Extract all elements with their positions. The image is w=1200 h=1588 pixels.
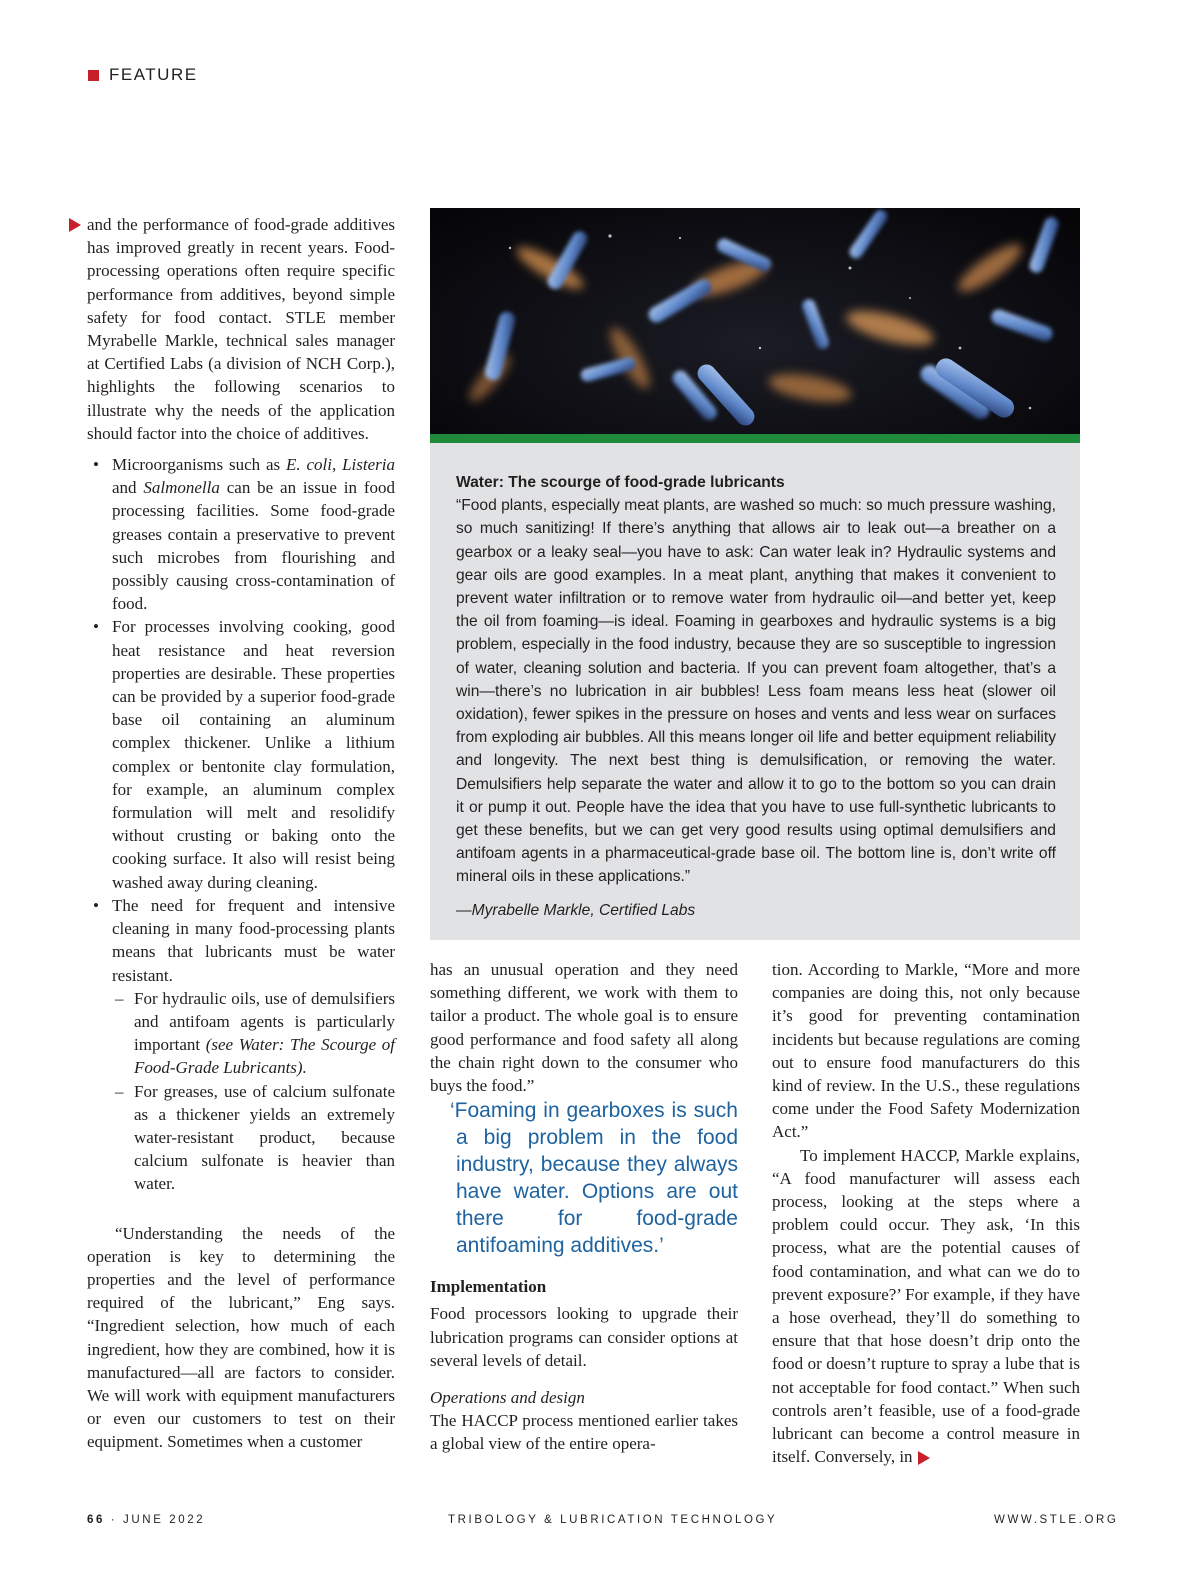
body-paragraph: tion. According to Markle, “More and more companies are doing this, not only because it’s good for preventing contamination incidents but because regulations are coming out to ensure food manufacturers do this kind of review. In the U.S., these regulations come under the Food Safety Modernization Act.” xyxy=(772,960,1080,1142)
pull-quote: ‘Foaming in gearboxes is such a big problem in the food industry, because they always have water. Options are out there for food-grade antifoaming additives.’ xyxy=(450,1099,738,1258)
sub-list-item xyxy=(112,987,395,1080)
footer-separator: · xyxy=(110,1514,118,1526)
sidebar-body: “Food plants, especially meat plants, are washed so much: so much pressure washing, so much sanitizing! If there’s anything that allows air to leak out—a breather on a gearbox or a leaky seal—you have to ask: Can water leak in? Hydraulic systems and gear oils are good examples. In a meat plant, anything that makes it convenient to prevent water infiltration or to remove water from hydraulic oil—and better yet, keep the oil from foaming—is ideal. Foaming in gearboxes and hydraulic systems is a big problem, especially in the food industry, because they are so susceptible to ingression of water, cleaning solution and bacteria. If you can prevent foam altogether, that’s a win—there’s no lubrication in air bubbles! Less foam means less heat (slower oil oxidation), fewer spikes in the pressure on hoses and vents and less wear on surfaces from exploding air bubbles. All this means longer oil life and better equipment reliability and longevity. The next best thing is demulsification, or removing the water. Demulsifiers help separate the water and allow it to go to the bottom so you can drain it or pump it out. People have the idea that you have to use full-synthetic lubricants to get these benefits, but we can get very good results using optimal demulsifiers and antifoam agents in a pharmaceutical-grade base oil. The bottom line is, don’t write off mineral oils in these applications.” xyxy=(456,497,1056,886)
bullet-text: Microorganisms such as xyxy=(112,455,287,475)
publication-name: TRIBOLOGY & LUBRICATION TECHNOLOGY xyxy=(448,1514,778,1526)
bullet-text: can be an issue in food processing facilities. Some food-grade greases contain a preservative to prevent such microbes from flourishing and possibly causing cross-contamination of food. xyxy=(112,478,395,614)
sub-item-text: For hydraulic oils, use of demulsifiers and antifoam agents is particularly important xyxy=(134,988,395,1055)
bacteria-illustration xyxy=(430,208,1080,434)
body-paragraph: has an unusual operation and they need something different, we work with them to tailor a product. The whole goal is to ensure good performance and food safety all along the chain right down to the consumer who buys the food.” xyxy=(430,960,738,1096)
bullet-italic: Salmonella xyxy=(143,478,220,498)
section-heading: Implementation xyxy=(430,1277,547,1297)
section-label-text: FEATURE xyxy=(109,65,198,84)
footer-page-info xyxy=(87,1514,205,1526)
article-column-1 xyxy=(87,213,395,1454)
continues-arrow-icon xyxy=(918,1451,930,1465)
subsection-heading: Operations and design xyxy=(430,1388,585,1408)
bacteria-image xyxy=(430,208,1080,434)
continued-arrow-icon xyxy=(69,218,81,232)
sub-list xyxy=(112,987,395,1196)
article-column-3 xyxy=(772,958,1080,1468)
body-paragraph: The HACCP process mentioned earlier takes a global view of the entire opera- xyxy=(430,1411,738,1454)
sidebar-content xyxy=(456,471,1056,922)
sidebar-reference: (see Water: The Scourge of Food-Grade Lubricants). xyxy=(134,1035,395,1078)
bullet-list xyxy=(87,453,395,1196)
list-item xyxy=(87,453,395,615)
sub-list-item: – For greases, use of calcium sulfonate as a thickener yields an extremely water-resistant product, because calcium sulfonate is heavier than water. xyxy=(112,1080,395,1196)
bullet-text: The need for frequent and intensive cleaning in many food-processing plants means that lubricants must be water resistant. xyxy=(112,895,395,985)
sidebar-credit: —Myrabelle Markle, Certified Labs xyxy=(456,901,696,919)
intro-paragraph: and the performance of food-grade additives has improved greatly in recent years. Food-processing operations often require specific performance from additives, beyond simple safety for food contact. STLE member Myrabelle Markle, technical sales manager at Certified Labs (a division of NCH Corp.), highlights the following scenarios to illustrate why the needs of the application should factor into the choice of additives. xyxy=(87,215,395,443)
website-url: WWW.STLE.ORG xyxy=(994,1514,1119,1526)
bullet-italic: E. coli, Listeria xyxy=(286,455,395,475)
page-number: 66 xyxy=(87,1514,105,1526)
sidebar-title: Water: The scourge of food-grade lubricants xyxy=(456,474,785,491)
body-paragraph xyxy=(772,1144,1080,1469)
article-column-2 xyxy=(430,958,738,1456)
issue-date: JUNE 2022 xyxy=(123,1514,206,1526)
section-square-icon xyxy=(88,70,99,81)
bullet-text: and xyxy=(112,478,144,498)
body-paragraph: “Understanding the needs of the operation is key to determining the properties and the level of performance required of the lubricant,” Eng says. “Ingredient selection, how much of each ingredient, how they are combined, how it is manufactured—all are factors to consider. We will work with equipment manufacturers or even our customers to test on their equipment. Sometimes when a customer xyxy=(87,1223,395,1452)
section-label xyxy=(88,65,198,85)
body-paragraph: Food processors looking to upgrade their lubrication programs can consider options at several levels of detail. xyxy=(430,1304,738,1370)
list-item: • For processes involving cooking, good heat resistance and heat reversion properties are desirable. These properties can be provided by a superior food-grade base oil containing an aluminum complex thickener. Unlike a lithium complex or bentonite clay formulation, for example, an aluminum complex formulation will melt and resolidify without crusting or baking onto the cooking surface. It also will resist being washed away during cleaning. xyxy=(87,615,395,893)
list-item xyxy=(87,894,395,1196)
body-text: To implement HACCP, Markle explains, “A food manufacturer will assess each process, looking at the steps where a problem could occur. They ask, ‘In this process, what are the potential causes of food contamination, and what can we do to prevent exposure?’ For example, if they have a hose overhead, they’ll do something to ensure that that hose doesn’t drip onto the food or doesn’t rupture to spray a lube that is not acceptable for food contact.” When such controls aren’t feasible, use of a food-grade lubricant can become a control measure in itself. Conversely, in xyxy=(772,1145,1080,1467)
sidebar-accent-bar xyxy=(430,434,1080,443)
